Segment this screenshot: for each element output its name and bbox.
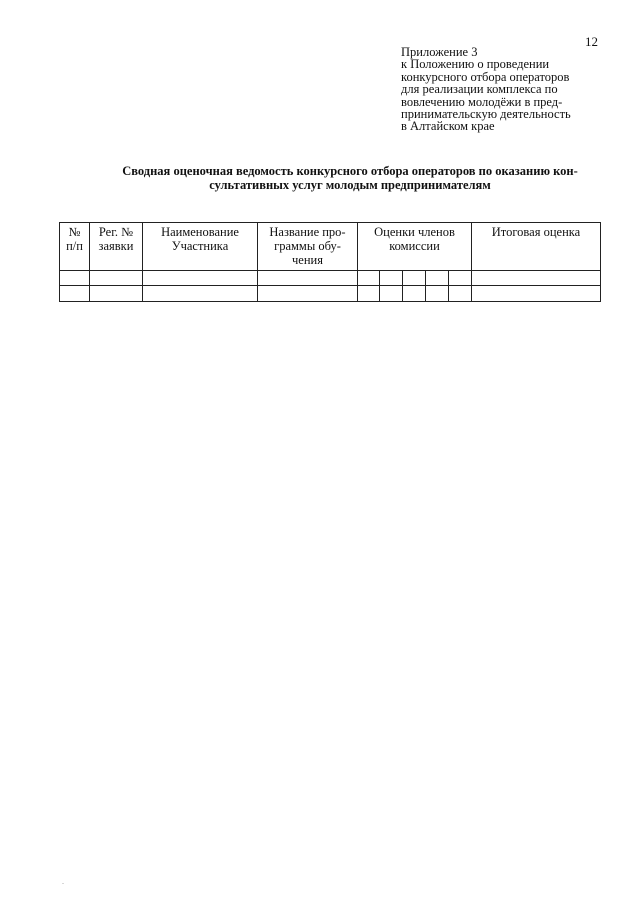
header-text: заявки bbox=[98, 239, 134, 253]
header-program-name bbox=[258, 223, 358, 271]
header-text: Участника bbox=[171, 239, 229, 253]
table-cell bbox=[258, 286, 358, 302]
table-cell bbox=[472, 271, 601, 286]
table-cell bbox=[60, 286, 90, 302]
table-cell bbox=[426, 271, 449, 286]
table-cell bbox=[90, 271, 143, 286]
table-cell bbox=[143, 271, 258, 286]
table-cell bbox=[426, 286, 449, 302]
table-cell bbox=[380, 286, 403, 302]
table-cell bbox=[403, 271, 426, 286]
header-participant-name bbox=[143, 223, 258, 271]
title-line: сультативных услуг молодым предпринимателям bbox=[209, 178, 491, 192]
table-cell bbox=[449, 271, 472, 286]
table-row bbox=[60, 286, 601, 302]
appendix-line: для реализации комплекса по bbox=[401, 82, 558, 97]
header-text: граммы обу- bbox=[274, 239, 341, 253]
table-cell bbox=[60, 271, 90, 286]
header-text: Рег. № bbox=[98, 225, 134, 239]
scan-mark: . bbox=[62, 877, 64, 886]
header-text: Оценки членов bbox=[374, 225, 455, 239]
header-number bbox=[60, 223, 90, 271]
table-cell bbox=[380, 271, 403, 286]
table-cell bbox=[258, 271, 358, 286]
document-title bbox=[95, 164, 605, 192]
table-row bbox=[60, 271, 601, 286]
header-text: п/п bbox=[66, 239, 83, 253]
header-text: Итоговая оценка bbox=[491, 225, 581, 239]
appendix-line: в Алтайском крае bbox=[401, 119, 495, 134]
table-header-row bbox=[60, 223, 601, 271]
header-total-score bbox=[472, 223, 601, 271]
header-text: чения bbox=[292, 253, 323, 267]
table-cell bbox=[449, 286, 472, 302]
header-text: Название про- bbox=[269, 225, 346, 239]
appendix-line: вовлечению молодёжи в пред- bbox=[401, 94, 563, 109]
header-text: № bbox=[68, 225, 81, 239]
header-text: Наименование bbox=[161, 225, 239, 239]
evaluation-table bbox=[59, 222, 601, 302]
table-cell bbox=[143, 286, 258, 302]
table-cell bbox=[472, 286, 601, 302]
header-commission-scores bbox=[358, 223, 472, 271]
appendix-line: принимательскую деятельность bbox=[401, 107, 571, 122]
appendix-line: к Положению о проведении bbox=[401, 57, 550, 72]
title-line: Сводная оценочная ведомость конкурсного отбора операторов по оказанию кон- bbox=[122, 164, 578, 178]
appendix-line: Приложение 3 bbox=[401, 45, 478, 59]
page-number: 12 bbox=[585, 34, 598, 49]
appendix-line: конкурсного отбора операторов bbox=[401, 69, 570, 84]
appendix-note bbox=[401, 46, 621, 133]
table-cell bbox=[358, 286, 380, 302]
header-registration bbox=[90, 223, 143, 271]
table-cell bbox=[358, 271, 380, 286]
table-cell bbox=[90, 286, 143, 302]
header-text: комиссии bbox=[389, 239, 440, 253]
table-cell bbox=[403, 286, 426, 302]
